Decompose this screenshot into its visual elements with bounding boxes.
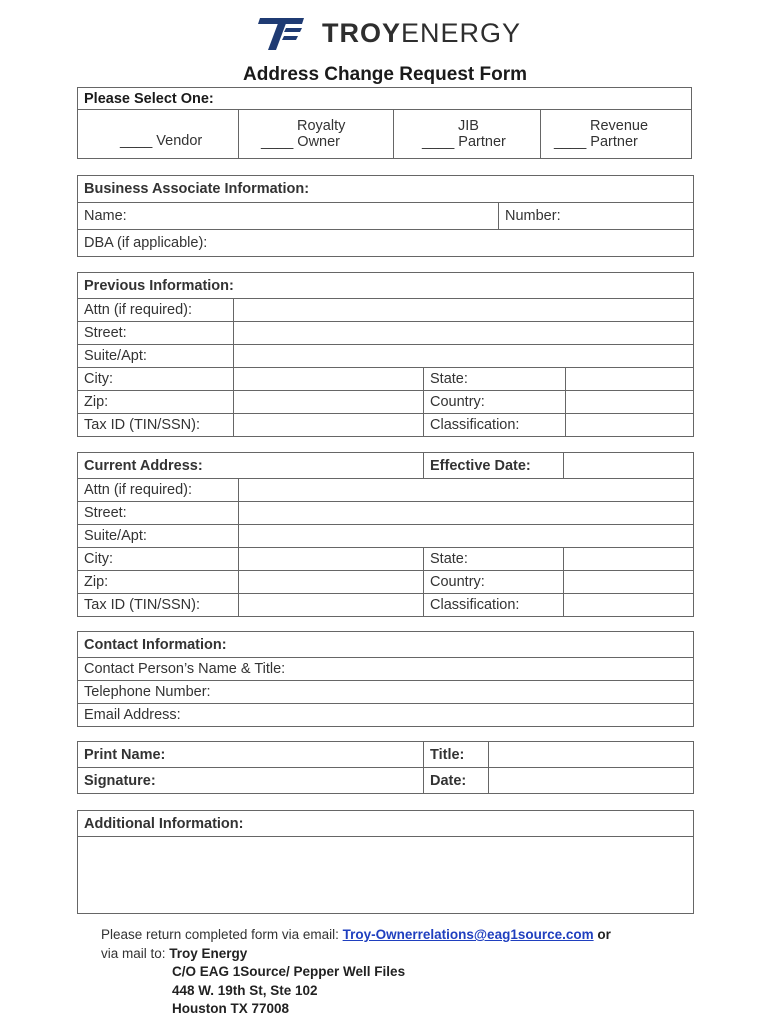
cur-attn-label: Attn (if required):	[78, 479, 239, 502]
cur-suite-input[interactable]	[239, 525, 694, 548]
prev-suite-label: Suite/Apt:	[78, 345, 234, 368]
cur-suite-label: Suite/Apt:	[78, 525, 239, 548]
current-table	[77, 452, 694, 617]
contact-table	[77, 631, 694, 727]
troy-energy-logo	[258, 14, 522, 54]
signature-field[interactable]: Signature:	[78, 768, 424, 794]
footer-address-1: C/O EAG 1Source/ Pepper Well Files	[172, 964, 406, 979]
selection-table	[77, 87, 692, 159]
print-name-field[interactable]: Print Name:	[78, 742, 424, 768]
cur-zip-label: Zip:	[78, 571, 239, 594]
cur-city-label: City:	[78, 548, 239, 571]
option-revenue-partner[interactable]: Revenue ____ Partner	[541, 110, 692, 159]
prev-zip-input[interactable]	[234, 391, 424, 414]
prev-zip-label: Zip:	[78, 391, 234, 414]
prev-suite-input[interactable]	[234, 345, 694, 368]
cur-country-input[interactable]	[564, 571, 694, 594]
prev-street-label: Street:	[78, 322, 234, 345]
contact-email-field[interactable]: Email Address:	[78, 704, 694, 727]
cur-state-label: State:	[424, 548, 564, 571]
prev-city-input[interactable]	[234, 368, 424, 391]
prev-street-input[interactable]	[234, 322, 694, 345]
effective-date-input[interactable]	[564, 453, 694, 479]
prev-country-label: Country:	[424, 391, 566, 414]
footer-or: or	[593, 927, 611, 942]
cur-attn-input[interactable]	[239, 479, 694, 502]
contact-heading: Contact Information:	[78, 632, 694, 658]
prev-state-input[interactable]	[566, 368, 694, 391]
cur-classification-input[interactable]	[564, 594, 694, 617]
additional-input[interactable]	[78, 837, 694, 914]
option-jib-partner[interactable]: JIB ____ Partner	[394, 110, 541, 159]
additional-heading: Additional Information:	[78, 811, 694, 837]
footer-line2: via mail to:	[101, 945, 170, 961]
prev-state-label: State:	[424, 368, 566, 391]
cur-street-input[interactable]	[239, 502, 694, 525]
option-vendor[interactable]: ____ Vendor	[78, 110, 239, 159]
return-email-link[interactable]: Troy-Ownerrelations@eag1source.com	[342, 927, 594, 942]
option-royalty-owner[interactable]: Royalty ____ Owner	[239, 110, 394, 159]
prev-classification-label: Classification:	[424, 414, 566, 437]
previous-heading: Previous Information:	[78, 273, 694, 299]
date-label: Date:	[424, 768, 489, 794]
cur-city-input[interactable]	[239, 548, 424, 571]
cur-tax-input[interactable]	[239, 594, 424, 617]
contact-person-field[interactable]: Contact Person’s Name & Title:	[78, 658, 694, 681]
prev-country-input[interactable]	[566, 391, 694, 414]
footer-address-2: 448 W. 19th St, Ste 102	[172, 982, 318, 998]
brand-name: TROYENERGY	[322, 18, 522, 48]
footer-company: Troy Energy	[169, 945, 248, 961]
prev-attn-input[interactable]	[234, 299, 694, 322]
current-heading: Current Address:	[78, 453, 424, 479]
prev-tax-label: Tax ID (TIN/SSN):	[78, 414, 234, 437]
prev-attn-label: Attn (if required):	[78, 299, 234, 322]
date-input[interactable]	[489, 768, 694, 794]
footer-instructions	[101, 926, 611, 1019]
business-dba-field[interactable]: DBA (if applicable):	[78, 230, 694, 257]
business-table	[77, 175, 694, 257]
cur-street-label: Street:	[78, 502, 239, 525]
business-heading: Business Associate Information:	[78, 176, 694, 203]
cur-zip-input[interactable]	[239, 571, 424, 594]
cur-state-input[interactable]	[564, 548, 694, 571]
cur-country-label: Country:	[424, 571, 564, 594]
logo-mark-icon	[258, 14, 308, 54]
cur-classification-label: Classification:	[424, 594, 564, 617]
form-title: Address Change Request Form	[243, 64, 527, 85]
business-number-field[interactable]: Number:	[499, 203, 694, 230]
select-heading: Please Select One:	[78, 88, 692, 110]
previous-table	[77, 272, 694, 437]
cur-tax-label: Tax ID (TIN/SSN):	[78, 594, 239, 617]
additional-table	[77, 810, 694, 914]
prev-city-label: City:	[78, 368, 234, 391]
footer-address-3: Houston TX 77008	[172, 1001, 290, 1016]
title-label: Title:	[424, 742, 489, 768]
title-input[interactable]	[489, 742, 694, 768]
prev-classification-input[interactable]	[566, 414, 694, 437]
signature-table	[77, 741, 694, 794]
contact-phone-field[interactable]: Telephone Number:	[78, 681, 694, 704]
footer-line1: Please return completed form via email:	[101, 927, 343, 942]
prev-tax-input[interactable]	[234, 414, 424, 437]
business-name-field[interactable]: Name:	[78, 203, 499, 230]
effective-date-label: Effective Date:	[424, 453, 564, 479]
